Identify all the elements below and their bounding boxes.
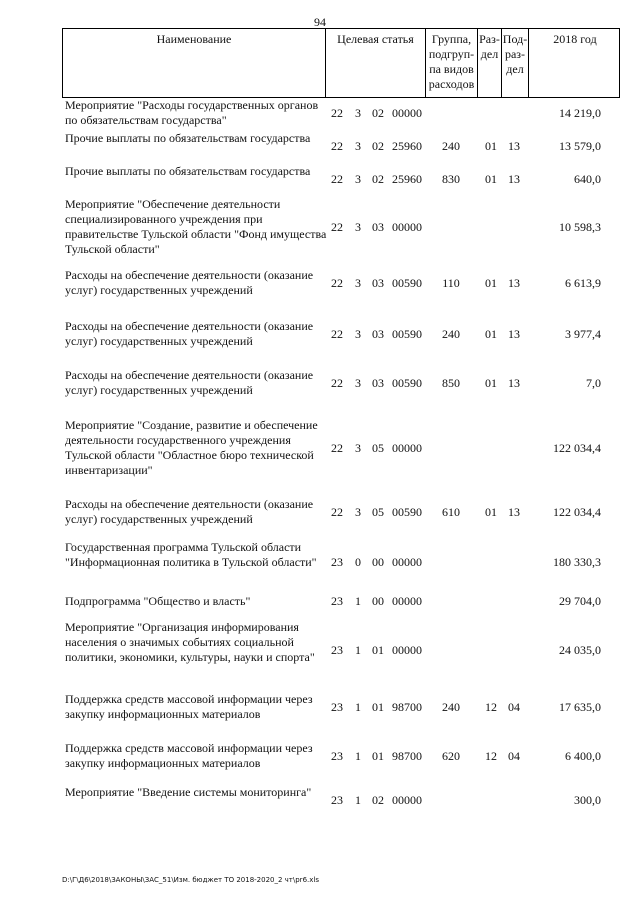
- target-part-1: 22: [331, 376, 343, 390]
- row-name: Мероприятие "Создание, развитие и обеспечение деятельности государственного учреждения Тульской области "Областное бюро технической инвентаризации": [65, 418, 318, 477]
- razdel-code: 01: [485, 172, 497, 186]
- amount-2018: 300,0: [574, 793, 601, 807]
- target-part-1: 22: [331, 276, 343, 290]
- file-path-footer: D:\Г\Д6\2018\ЗАКОНЫ\ЗАС_51\Изм. бюджет ТО 2018-2020_2 чт\pr6.xls: [62, 876, 319, 884]
- amount-2018: 29 704,0: [559, 594, 601, 608]
- group-code: 110: [442, 276, 460, 290]
- amount-2018: 10 598,3: [559, 220, 601, 234]
- target-part-4: 00000: [392, 555, 422, 569]
- target-part-3: 05: [372, 441, 384, 455]
- target-part-1: 22: [331, 327, 343, 341]
- row-name: Расходы на обеспечение деятельности (оказание услуг) государственных учреждений: [65, 319, 314, 348]
- table-row: [0, 540, 640, 585]
- row-name: Мероприятие "Расходы государственных органов по обязательствам государства": [65, 98, 319, 127]
- target-part-3: 02: [372, 793, 384, 807]
- razdel-code: 01: [485, 505, 497, 519]
- target-part-4: 00000: [392, 793, 422, 807]
- target-part-4: 00590: [392, 505, 422, 519]
- table-row: [0, 692, 640, 722]
- target-part-1: 23: [331, 793, 343, 807]
- target-part-1: 23: [331, 749, 343, 763]
- header-podrazdel: [502, 29, 529, 97]
- target-part-2: 3: [355, 172, 361, 186]
- target-part-2: 3: [355, 376, 361, 390]
- target-part-3: 05: [372, 505, 384, 519]
- target-part-4: 00000: [392, 441, 422, 455]
- target-part-1: 23: [331, 555, 343, 569]
- row-name: Расходы на обеспечение деятельности (оказание услуг) государственных учреждений: [65, 268, 314, 297]
- target-part-3: 02: [372, 139, 384, 153]
- header-group-line: подгруп-: [428, 47, 475, 61]
- group-code: 240: [442, 327, 460, 341]
- header-group-line: Группа,: [431, 32, 472, 46]
- group-code: 850: [442, 376, 460, 390]
- target-part-3: 03: [372, 276, 384, 290]
- target-part-4: 25960: [392, 172, 422, 186]
- amount-2018: 6 613,9: [565, 276, 601, 290]
- table-row: [0, 98, 640, 128]
- page-number: 94: [314, 15, 326, 29]
- target-part-3: 02: [372, 106, 384, 120]
- target-part-4: 00590: [392, 376, 422, 390]
- table-row: [0, 741, 640, 771]
- amount-2018: 7,0: [586, 376, 601, 390]
- table-row: [0, 594, 640, 609]
- target-part-4: 98700: [392, 700, 422, 714]
- table-row: [0, 368, 640, 398]
- group-code: 240: [442, 700, 460, 714]
- target-part-4: 00000: [392, 220, 422, 234]
- razdel-code: 01: [485, 376, 497, 390]
- table-row: [0, 131, 640, 161]
- row-name: Поддержка средств массовой информации через закупку информационных материалов: [65, 692, 313, 721]
- amount-2018: 122 034,4: [553, 505, 601, 519]
- target-part-1: 23: [331, 594, 343, 608]
- table-row: [0, 268, 640, 298]
- header-target: Целевая статья: [326, 29, 426, 97]
- row-name: Прочие выплаты по обязательствам государства: [65, 164, 311, 178]
- row-name: Государственная программа Тульской области "Информационная политика в Тульской области": [65, 540, 317, 569]
- target-part-1: 22: [331, 441, 343, 455]
- target-part-3: 02: [372, 172, 384, 186]
- group-code: 620: [442, 749, 460, 763]
- target-part-2: 1: [355, 594, 361, 608]
- target-part-2: 3: [355, 139, 361, 153]
- group-code: 610: [442, 505, 460, 519]
- target-part-2: 3: [355, 276, 361, 290]
- target-part-4: 00590: [392, 327, 422, 341]
- amount-2018: 6 400,0: [565, 749, 601, 763]
- target-part-2: 1: [355, 643, 361, 657]
- target-part-3: 03: [372, 376, 384, 390]
- table-row: [0, 418, 640, 478]
- amount-2018: 3 977,4: [565, 327, 601, 341]
- header-group-line: па видов: [429, 62, 474, 76]
- target-part-3: 00: [372, 594, 384, 608]
- target-part-1: 23: [331, 700, 343, 714]
- target-part-1: 22: [331, 139, 343, 153]
- target-part-1: 22: [331, 106, 343, 120]
- header-podrazdel-line: Под-: [502, 32, 528, 46]
- target-part-2: 3: [355, 106, 361, 120]
- target-part-3: 03: [372, 327, 384, 341]
- target-part-4: 25960: [392, 139, 422, 153]
- razdel-code: 01: [485, 327, 497, 341]
- podrazdel-code: 13: [508, 327, 520, 341]
- target-part-4: 00000: [392, 594, 422, 608]
- target-part-2: 3: [355, 505, 361, 519]
- target-part-4: 98700: [392, 749, 422, 763]
- amount-2018: 180 330,3: [553, 555, 601, 569]
- amount-2018: 122 034,4: [553, 441, 601, 455]
- amount-2018: 640,0: [574, 172, 601, 186]
- amount-2018: 17 635,0: [559, 700, 601, 714]
- razdel-code: 01: [485, 139, 497, 153]
- row-name: Прочие выплаты по обязательствам государства: [65, 131, 311, 145]
- row-name: Мероприятие "Введение системы мониторинга": [65, 785, 312, 799]
- target-part-4: 00000: [392, 106, 422, 120]
- table-row: [0, 164, 640, 194]
- header-podrazdel-line: раз-: [504, 47, 526, 61]
- row-name: Мероприятие "Организация информирования населения о значимых событиях социальной политики, экономики, культуры, науки и спорта": [65, 620, 315, 664]
- target-part-3: 01: [372, 643, 384, 657]
- table-header: [62, 28, 620, 98]
- target-part-2: 3: [355, 220, 361, 234]
- row-name: Подпрограмма "Общество и власть": [65, 594, 251, 608]
- row-name: Мероприятие "Обеспечение деятельности специализированного учреждения при правительстве Тульской области "Фонд имущества Тульской области": [65, 197, 327, 256]
- podrazdel-code: 04: [508, 749, 520, 763]
- razdel-code: 12: [485, 700, 497, 714]
- target-part-2: 1: [355, 749, 361, 763]
- target-part-3: 01: [372, 749, 384, 763]
- table-row: [0, 497, 640, 527]
- razdel-code: 12: [485, 749, 497, 763]
- target-part-1: 23: [331, 643, 343, 657]
- header-podrazdel-line: дел: [506, 62, 524, 76]
- group-code: 240: [442, 139, 460, 153]
- target-part-2: 3: [355, 441, 361, 455]
- header-razdel-line: дел: [480, 47, 499, 61]
- podrazdel-code: 04: [508, 700, 520, 714]
- target-part-3: 03: [372, 220, 384, 234]
- table-row: [0, 319, 640, 349]
- target-part-2: 3: [355, 327, 361, 341]
- row-name: Расходы на обеспечение деятельности (оказание услуг) государственных учреждений: [65, 497, 314, 526]
- target-part-1: 22: [331, 505, 343, 519]
- header-group-line: расходов: [428, 77, 475, 91]
- podrazdel-code: 13: [508, 139, 520, 153]
- amount-2018: 24 035,0: [559, 643, 601, 657]
- table-row: [0, 620, 640, 680]
- table-row: [0, 785, 640, 815]
- header-name: Наименование: [63, 29, 326, 97]
- target-part-1: 22: [331, 220, 343, 234]
- target-part-2: 0: [355, 555, 361, 569]
- header-razdel: [478, 29, 502, 97]
- row-name: Поддержка средств массовой информации через закупку информационных материалов: [65, 741, 313, 770]
- target-part-4: 00000: [392, 643, 422, 657]
- razdel-code: 01: [485, 276, 497, 290]
- target-part-3: 00: [372, 555, 384, 569]
- target-part-3: 01: [372, 700, 384, 714]
- podrazdel-code: 13: [508, 505, 520, 519]
- target-part-4: 00590: [392, 276, 422, 290]
- header-razdel-line: Раз-: [479, 32, 500, 46]
- target-part-2: 1: [355, 700, 361, 714]
- row-name: Расходы на обеспечение деятельности (оказание услуг) государственных учреждений: [65, 368, 314, 397]
- target-part-2: 1: [355, 793, 361, 807]
- table-row: [0, 197, 640, 257]
- target-part-1: 22: [331, 172, 343, 186]
- podrazdel-code: 13: [508, 276, 520, 290]
- group-code: 830: [442, 172, 460, 186]
- amount-2018: 13 579,0: [559, 139, 601, 153]
- header-group: [426, 29, 478, 97]
- header-year: 2018 год: [553, 32, 597, 46]
- podrazdel-code: 13: [508, 172, 520, 186]
- amount-2018: 14 219,0: [559, 106, 601, 120]
- podrazdel-code: 13: [508, 376, 520, 390]
